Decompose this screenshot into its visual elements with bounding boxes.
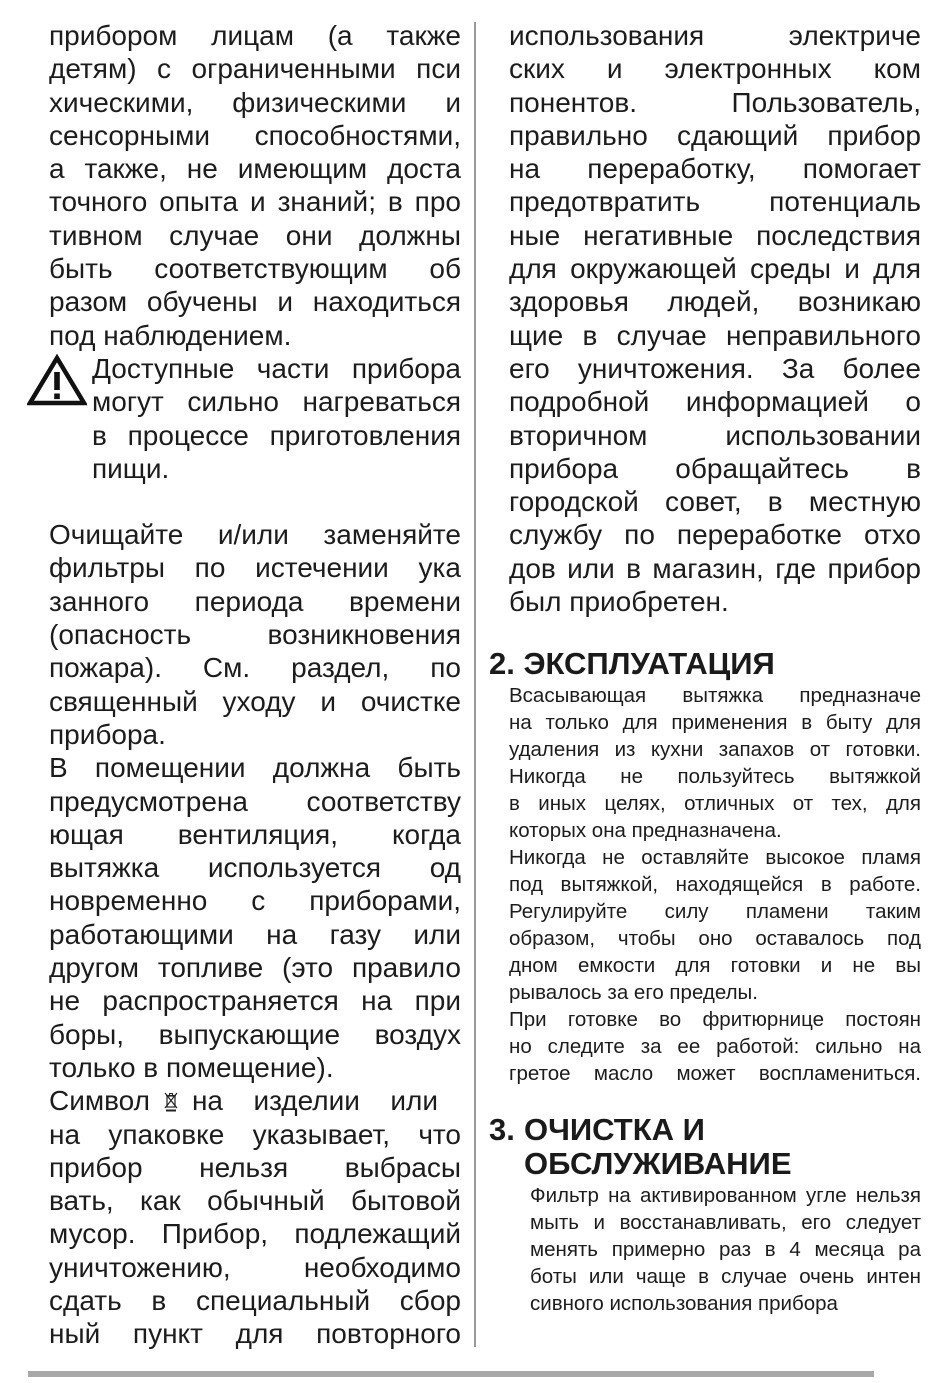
text-line: на только для применения в быту для: [509, 711, 921, 735]
text-line: понентов. Пользователь,: [509, 86, 921, 118]
text-line: быть соответствующим об: [49, 253, 461, 285]
text-line: боты или чаще в случае очень интен: [530, 1265, 921, 1289]
text-line: точного опыта и знаний; в про: [49, 186, 461, 218]
text-fragment: на изделии или: [191, 1085, 438, 1117]
text-line: а также, не имеющим доста: [49, 153, 461, 185]
text-line: гретое масло может воспламениться.: [509, 1062, 921, 1086]
text-line: [49, 1084, 461, 1117]
text-line: под вытяжкой, находящейся в работе.: [509, 873, 921, 897]
text-line: прибора обращайтесь в: [509, 452, 921, 484]
text-line: Очищайте и/или заменяйте: [49, 519, 461, 551]
text-line: Всасывающая вытяжка предназначе: [509, 684, 921, 708]
text-line: могут сильно нагреваться: [92, 386, 461, 418]
text-line: в иных целях, отличных от тех, для: [509, 792, 921, 816]
text-line: в процессе приготовления: [92, 419, 461, 451]
text-line: другом топливе (это правило: [49, 952, 461, 984]
text-line: занного периода времени: [49, 585, 461, 617]
crossed-out-bin-icon: [164, 1092, 178, 1112]
section-heading: 2. ЭКСПЛУАТАЦИЯ: [489, 646, 775, 682]
text-line: Доступные части прибора: [92, 352, 461, 384]
column-divider: [474, 22, 476, 1347]
text-line: работающими на газу или: [49, 918, 461, 950]
text-line: здоровья людей, возникаю: [509, 286, 921, 318]
text-line: Фильтр на активированном угле нельзя: [530, 1184, 921, 1208]
section-heading: [489, 1113, 921, 1147]
text-line: удаления из кухни запахов от готовки.: [509, 738, 921, 762]
section-number: 3.: [489, 1112, 515, 1148]
text-line: вать, как обычный бытовой: [49, 1185, 461, 1217]
text-line: ющая вентиляция, когда: [49, 818, 461, 850]
text-line: пожара). См. раздел, по: [49, 652, 461, 684]
text-line: вторичном использовании: [509, 419, 921, 451]
text-line: сивного использования прибора: [530, 1292, 838, 1316]
left-column: [49, 19, 461, 1351]
text-line: службу по переработке отхо: [509, 519, 921, 551]
text-line: предусмотрена соответству: [49, 785, 461, 817]
text-line: правильно сдающий прибор: [509, 119, 921, 151]
text-line: которых она предназначена.: [509, 819, 782, 843]
text-line: только в помещение).: [49, 1051, 334, 1083]
text-line: ный пункт для повторного: [49, 1318, 461, 1350]
text-line: прибор нельзя выбрасы: [49, 1151, 461, 1183]
text-line: образом, чтобы оно оставалось под: [509, 927, 921, 951]
text-line: священный уходу и очистке: [49, 685, 461, 717]
text-line: под наблюдением.: [49, 319, 292, 351]
text-line: мусор. Прибор, подлежащий: [49, 1218, 461, 1250]
text-line: прибора.: [49, 718, 166, 750]
text-line: ских и электронных ком: [509, 53, 921, 85]
text-line: тивном случае они должны: [49, 219, 461, 251]
text-line: на переработку, помогает: [509, 153, 921, 185]
text-line: на упаковке указывает, что: [49, 1118, 461, 1150]
text-line: был приобретен.: [509, 586, 729, 618]
text-line: уничтожению, необходимо: [49, 1251, 461, 1283]
text-line: хическими, физическими и: [49, 86, 461, 118]
text-line: При готовке во фритюрнице постоян: [509, 1008, 921, 1032]
text-line: вытяжка используется од: [49, 852, 461, 884]
section-cleaning: [489, 1112, 921, 1317]
text-line: Никогда не оставляйте высокое пламя: [509, 846, 921, 870]
text-line: менять примерно раз в 4 месяца ра: [530, 1238, 921, 1262]
text-line: городской совет, в местную: [509, 486, 921, 518]
paragraph-ventilation: [49, 751, 461, 1084]
text-line: сдать в специальный сбор: [49, 1284, 461, 1316]
text-line: дов или в магазин, где прибор: [509, 552, 921, 584]
text-line: (опасность возникновения: [49, 619, 461, 651]
text-line: использования электриче: [509, 20, 921, 51]
warning-note: [49, 352, 461, 485]
text-fragment: Символ: [49, 1085, 150, 1117]
text-line: прибором лицам (а также: [49, 20, 461, 51]
text-line: мыть и восстанавливать, его следует: [530, 1211, 921, 1235]
text-line: пищи.: [92, 452, 170, 484]
text-line: сенсорными способностями,: [49, 119, 461, 151]
text-line: не распространяется на при: [49, 985, 461, 1017]
paragraph-filters: [49, 518, 461, 751]
text-line: ные негативные последствия: [509, 219, 921, 251]
warning-triangle-icon: [27, 354, 87, 406]
section-operation: [489, 646, 921, 1087]
text-line: предотвратить потенциаль: [509, 186, 921, 218]
text-line: подробной информацией о: [509, 386, 921, 418]
text-line: новременно с приборами,: [49, 885, 461, 917]
text-line: но следите за ее работой: сильно на: [509, 1035, 921, 1059]
text-line: Регулируйте силу пламени таким: [509, 900, 921, 924]
text-line: В помещении должна быть: [49, 752, 461, 784]
text-line: разом обучены и находиться: [49, 286, 461, 318]
paragraph-recycling: [509, 19, 921, 618]
text-line: щие в случае неправильного: [509, 319, 921, 351]
right-column: [489, 19, 921, 1317]
text-line: фильтры по истечении ука: [49, 552, 461, 584]
text-line: рывалось за его пределы.: [509, 981, 758, 1005]
section-title-line: ОБСЛУЖИВАНИЕ: [524, 1146, 792, 1182]
text-line: его уничтожения. За более: [509, 352, 921, 384]
section-title-line: ОЧИСТКА И: [524, 1112, 705, 1148]
section-heading-continued: [524, 1147, 921, 1181]
text-line: Никогда не пользуйтесь вытяжкой: [509, 765, 921, 789]
text-line: дном емкости для готовки и не вы: [509, 954, 921, 978]
text-line: детям) с ограниченными пси: [49, 53, 461, 85]
text-line: для окружающей среды и для: [509, 253, 921, 285]
paragraph-usage-restrictions: [49, 19, 461, 352]
text-line: боры, выпускающие воздух: [49, 1018, 461, 1050]
paragraph-disposal: [49, 1084, 461, 1350]
page-bottom-rule: [28, 1371, 874, 1377]
